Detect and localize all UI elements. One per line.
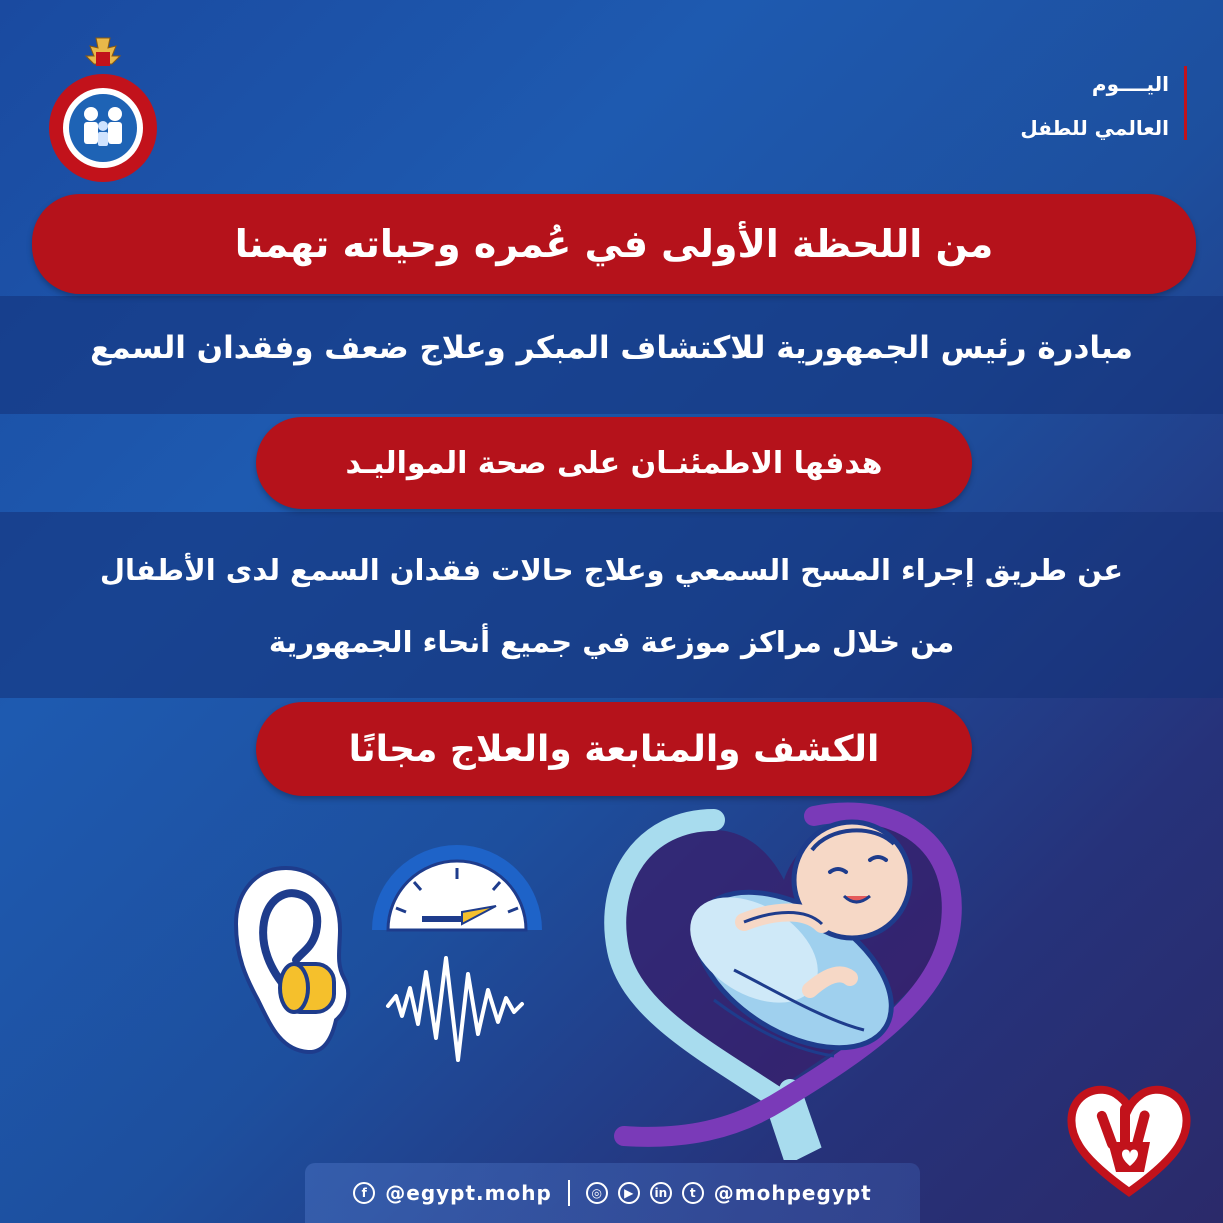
goal-banner: هدفها الاطمئنـان على صحة المواليـد — [256, 417, 972, 509]
twitter-icon[interactable]: t — [682, 1182, 704, 1204]
social-divider — [568, 1180, 570, 1206]
social-handle[interactable]: @mohpegypt — [713, 1181, 872, 1205]
facebook-handle[interactable]: @egypt.mohp — [385, 1181, 552, 1205]
ear-icon — [228, 860, 364, 1060]
day-label-line2: العالمي للطفل — [1020, 116, 1169, 140]
free-service-banner: الكشف والمتابعة والعلاج مجانًا — [256, 702, 972, 796]
instagram-icon[interactable]: ◎ — [586, 1182, 608, 1204]
text-band-2 — [0, 512, 1223, 698]
initiative-text: مبادرة رئيس الجمهورية للاكتشاف المبكر وعلاج ضعف وفقدان السمع — [90, 330, 1133, 366]
social-media-bar — [305, 1163, 920, 1223]
world-childrens-day-label — [1020, 62, 1169, 150]
day-label-line1: اليــــوم — [1091, 72, 1169, 96]
headline-banner: من اللحظة الأولى في عُمره وحياته تهمنا — [32, 194, 1196, 294]
method-text-line1: عن طريق إجراء المسح السمعي وعلاج حالات فقدان السمع لدى الأطفال — [99, 553, 1124, 587]
heart-hand-logo — [1064, 1080, 1194, 1200]
linkedin-icon[interactable]: in — [650, 1182, 672, 1204]
hearing-gauge-icon — [366, 838, 548, 1066]
method-text-line2: من خلال مراكز موزعة في جميع أنحاء الجمهورية — [268, 625, 955, 659]
ministry-logo — [34, 34, 172, 184]
day-label-divider — [1184, 66, 1187, 140]
baby-heart-ribbon-illustration — [594, 800, 984, 1160]
eagle-icon — [86, 38, 120, 66]
facebook-icon[interactable]: f — [353, 1182, 375, 1204]
youtube-icon[interactable]: ▶ — [618, 1182, 640, 1204]
sound-wave-icon — [388, 958, 522, 1060]
